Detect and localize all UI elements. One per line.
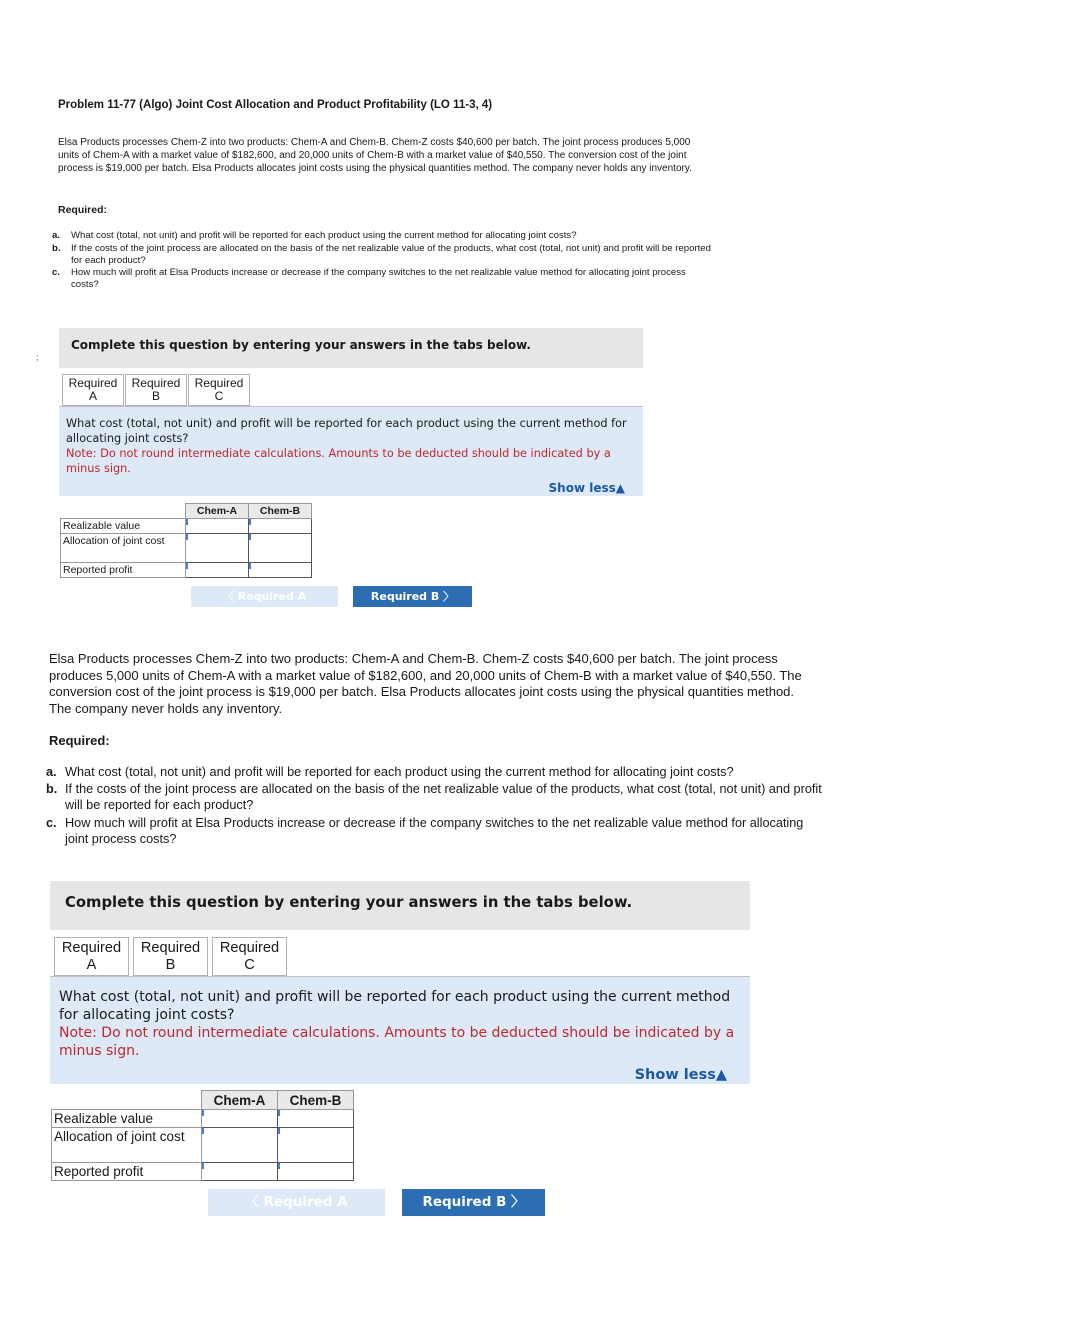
input-realizable-value-chem-a[interactable] xyxy=(186,519,249,534)
question-letter: b. xyxy=(52,242,61,254)
table-corner xyxy=(52,1091,202,1110)
input-profit-chem-b[interactable] xyxy=(278,1163,354,1181)
question-item-a xyxy=(52,230,712,242)
question-text: If the costs of the joint process are allocated on the basis of the net realizable value of the products, what cost (total, not unit) and profit will be reported for each product? xyxy=(65,782,822,813)
row-label-realizable-value: Realizable value xyxy=(61,519,186,534)
instructions-banner-large: Complete this question by entering your answers in the tabs below. xyxy=(50,881,750,930)
next-required-b-button[interactable]: Required B 〉 xyxy=(353,586,472,607)
tab-letter: A xyxy=(88,389,97,403)
input-allocation-chem-a[interactable] xyxy=(202,1128,278,1163)
question-list xyxy=(52,230,712,292)
row-label-reported-profit: Reported profit xyxy=(52,1163,202,1181)
tab-question-text: What cost (total, not unit) and profit will be reported for each product using the current method for allocating joint costs? xyxy=(59,989,731,1023)
input-allocation-chem-a[interactable] xyxy=(186,534,249,563)
tab-question-panel xyxy=(59,406,643,496)
row-label-allocation-joint-cost: Allocation of joint cost xyxy=(52,1128,202,1163)
question-item-a xyxy=(46,764,826,780)
question-text: What cost (total, not unit) and profit will be reported for each product using the current method for allocating joint costs? xyxy=(65,765,734,779)
input-realizable-value-chem-b[interactable] xyxy=(249,519,312,534)
required-heading-large: Required: xyxy=(49,733,110,748)
question-letter: b. xyxy=(46,782,58,797)
tab-label: Required xyxy=(194,376,244,390)
tab-required-c[interactable] xyxy=(188,374,250,406)
column-header-chem-b: Chem-B xyxy=(278,1091,354,1110)
tab-letter: B xyxy=(151,389,160,403)
table-corner xyxy=(61,504,186,519)
tab-letter: A xyxy=(86,957,97,973)
instructions-banner: Complete this question by entering your answers in the tabs below. xyxy=(59,328,643,368)
question-text: What cost (total, not unit) and profit will be reported for each product using the current method for allocating joint costs? xyxy=(71,230,577,241)
tab-letter: B xyxy=(165,957,176,973)
question-letter: a. xyxy=(46,765,57,779)
input-profit-chem-a[interactable] xyxy=(186,563,249,578)
answer-table-large xyxy=(51,1090,354,1181)
prev-required-a-button[interactable]: 〈 Required A xyxy=(208,1189,385,1216)
tab-note: Note: Do not round intermediate calculations. Amounts to be deducted should be indicated by a minus sign. xyxy=(59,1025,735,1059)
input-profit-chem-a[interactable] xyxy=(202,1163,278,1181)
column-header-chem-a: Chem-A xyxy=(202,1091,278,1110)
margin-mark: ; xyxy=(36,352,39,362)
tab-question-text: What cost (total, not unit) and profit will be reported for each product using the current method for allocating joint costs? xyxy=(66,417,627,445)
question-letter: c. xyxy=(52,267,61,279)
required-heading: Required: xyxy=(58,204,108,216)
tab-label: Required xyxy=(61,940,122,956)
question-list-large xyxy=(46,764,826,848)
input-allocation-chem-b[interactable] xyxy=(249,534,312,563)
tab-bar-large xyxy=(54,937,291,976)
question-text: If the costs of the joint process are allocated on the basis of the net realizable value of the products, what cost (total, not unit) and profit will be reported for each product? xyxy=(71,242,711,266)
tab-required-a[interactable] xyxy=(62,374,124,406)
input-allocation-chem-b[interactable] xyxy=(278,1128,354,1163)
tab-required-a[interactable] xyxy=(54,937,129,976)
question-item-b xyxy=(46,781,826,813)
answer-table xyxy=(60,503,312,578)
show-less-toggle[interactable]: Show less▲ xyxy=(634,1067,727,1083)
problem-title: Problem 11-77 (Algo) Joint Cost Allocation and Product Profitability (LO 11-3, 4) xyxy=(58,99,493,111)
tab-letter: C xyxy=(244,957,255,973)
row-label-reported-profit: Reported profit xyxy=(61,563,186,578)
tab-label: Required xyxy=(140,940,201,956)
tab-note: Note: Do not round intermediate calculations. Amounts to be deducted should be indicated by a minus sign. xyxy=(66,447,611,475)
column-header-chem-b: Chem-B xyxy=(249,504,312,519)
question-item-b xyxy=(52,243,712,267)
next-required-b-button[interactable]: Required B 〉 xyxy=(402,1189,545,1216)
row-label-realizable-value: Realizable value xyxy=(52,1110,202,1128)
tab-label: Required xyxy=(68,376,118,390)
tab-label: Required xyxy=(219,940,280,956)
question-text: How much will profit at Elsa Products increase or decrease if the company switches to the net realizable value method for allocating joint process costs? xyxy=(65,815,804,846)
question-letter: c. xyxy=(46,815,57,830)
show-less-toggle[interactable]: Show less▲ xyxy=(548,481,625,495)
tab-bar xyxy=(62,374,251,406)
tab-letter: C xyxy=(214,389,224,403)
question-letter: a. xyxy=(52,230,61,241)
question-item-c xyxy=(52,267,712,291)
tab-required-b[interactable] xyxy=(133,937,208,976)
input-profit-chem-b[interactable] xyxy=(249,563,312,578)
problem-intro: Elsa Products processes Chem-Z into two products: Chem-A and Chem-B. Chem-Z costs $40,600 per batch. The joint process produces 5,000 units of Chem-A with a market value of $182,600, and 20,000 units of Chem-B with a market value of $40,550. The conversion cost of the joint process is $19,000 per batch. Elsa Products allocates joint costs using the physical quantities method. The company never holds any inventory. xyxy=(58,137,692,175)
problem-intro-large: Elsa Products processes Chem-Z into two products: Chem-A and Chem-B. Chem-Z costs $40,600 per batch. The joint process produces 5,000 units of Chem-A with a market value of $182,600, and 20,000 units of Chem-B with a market value of $40,550. The conversion cost of the joint process is $19,000 per batch. Elsa Products allocates joint costs using the physical quantities method. The company never holds any inventory. xyxy=(49,651,802,716)
question-text: How much will profit at Elsa Products increase or decrease if the company switches to the net realizable value method for allocating joint process costs? xyxy=(71,267,686,291)
prev-required-a-button[interactable]: 〈 Required A xyxy=(191,586,338,607)
column-header-chem-a: Chem-A xyxy=(186,504,249,519)
tab-required-b[interactable] xyxy=(125,374,187,406)
tab-required-c[interactable] xyxy=(212,937,287,976)
tab-label: Required xyxy=(131,376,181,390)
input-realizable-value-chem-a[interactable] xyxy=(202,1110,278,1128)
input-realizable-value-chem-b[interactable] xyxy=(278,1110,354,1128)
tab-question-panel-large xyxy=(50,976,750,1084)
row-label-allocation-joint-cost: Allocation of joint cost xyxy=(61,534,186,563)
question-item-c xyxy=(46,815,826,847)
